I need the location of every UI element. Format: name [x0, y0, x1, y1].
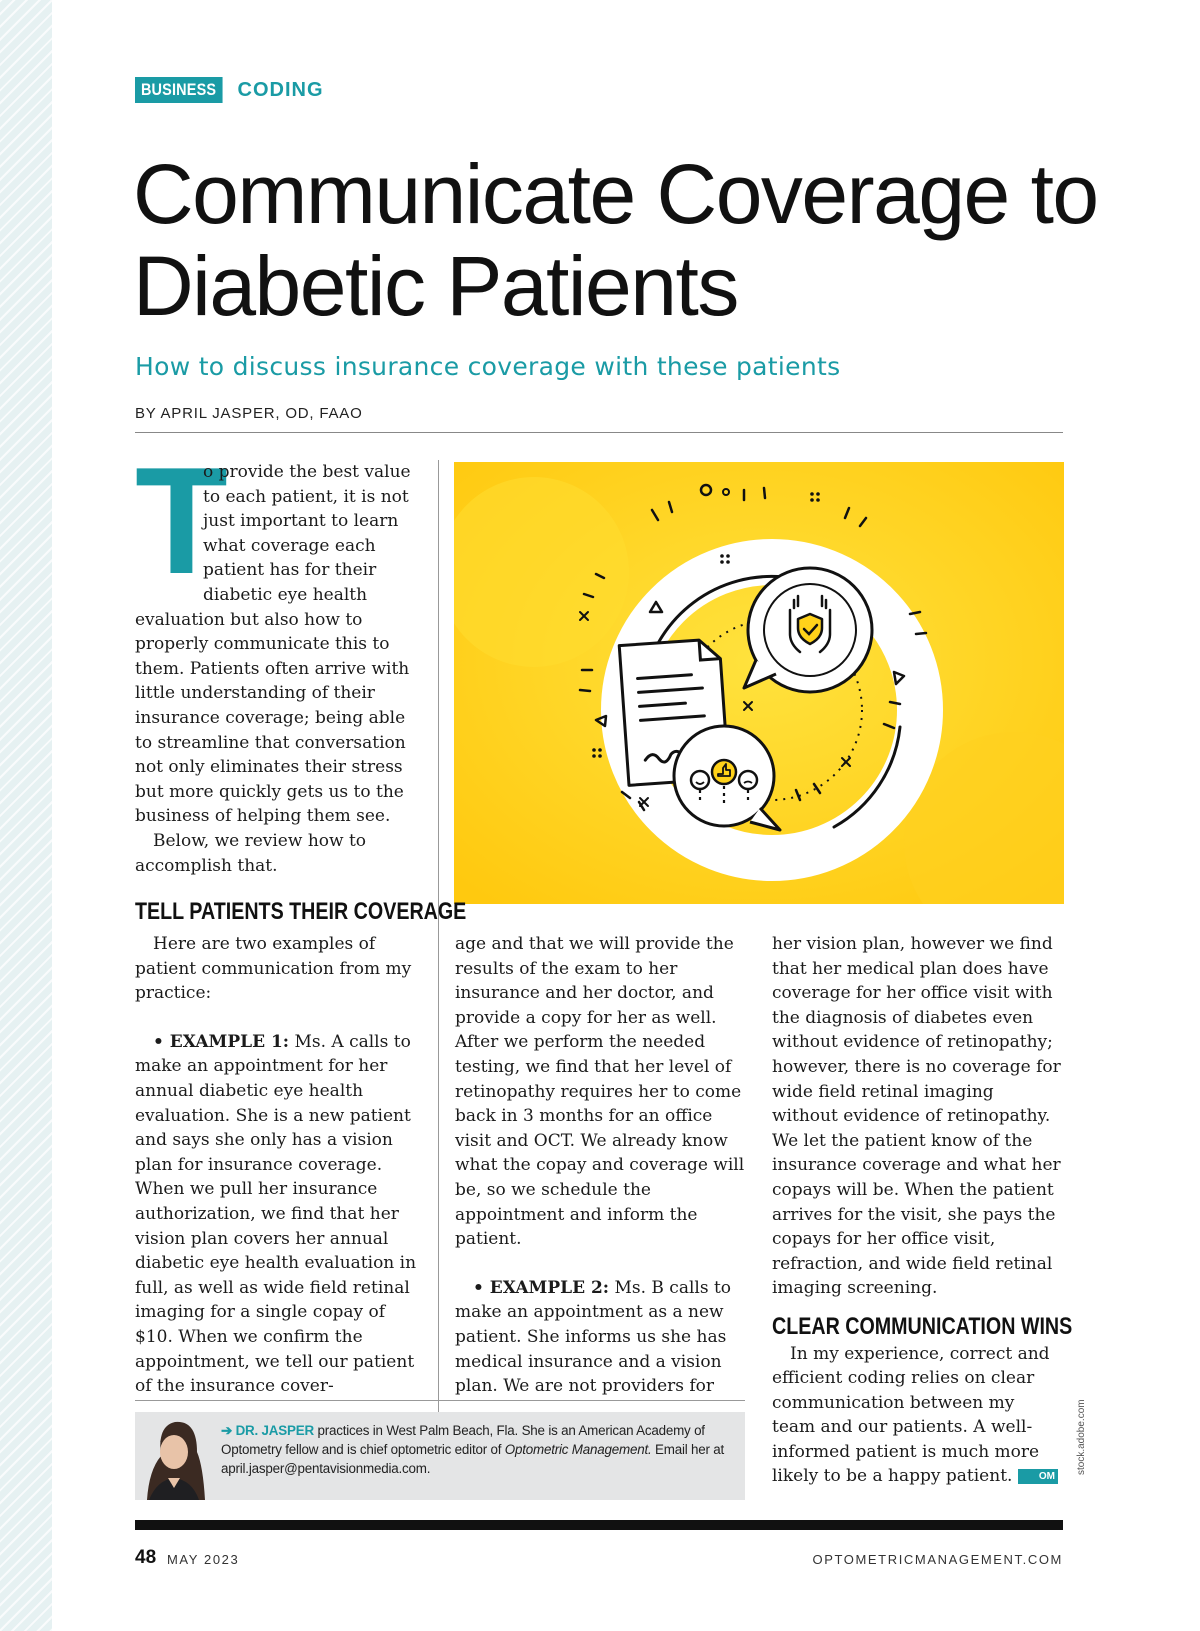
byline-divider	[135, 432, 1063, 433]
bio-author-name: DR. JASPER	[235, 1423, 314, 1438]
section-heading-communication: CLEAR COMMUNICATION WINS	[772, 1312, 1073, 1340]
footer-rule	[135, 1520, 1063, 1530]
decorative-side-stripe	[0, 0, 52, 1631]
bio-description: practices in West Palm Beach, Fla. She is an American Academy of Optometry fellow and is chief optometric editor of	[221, 1423, 705, 1457]
bio-text	[211, 1412, 745, 1478]
column-2	[455, 932, 745, 1399]
bio-contact: Email her at april.jasper@pentavisionmedia.com.	[221, 1442, 725, 1476]
section-tag	[135, 77, 324, 103]
example-2-label: • EXAMPLE 2:	[473, 1277, 610, 1298]
paragraph: her vision plan, however we find that her medical plan does have coverage for her office visit with the diagnosis of diabetes even without evidence of retinopathy; however, there is no coverage for wide field retinal imaging without evidence of retinopathy. We let the patient know of the insurance coverage and what her copays will be. When the patient arrives for the visit, she pays the copays for her office visit, refraction, and wide field retinal imaging screening.	[772, 934, 1061, 1299]
paragraph: age and that we will provide the results of the exam to her insurance and her doctor, and provide a copy for her as well. After we perform the needed testing, we find that her level of retinopathy requires her to come back in 3 months for an office visit and OCT. We already know what the copay and coverage will be, so we schedule the appointment and inform the patient.	[455, 934, 745, 1250]
example-1-label: • EXAMPLE 1:	[153, 1031, 290, 1052]
article-title: Communicate Coverage to Diabetic Patients	[133, 147, 1098, 333]
author-photo	[135, 1412, 211, 1500]
column-divider	[438, 460, 439, 1460]
page-number: 48	[135, 1547, 157, 1568]
bio-publication: Optometric Management.	[504, 1442, 652, 1457]
intro-paragraph: o provide the best value to each patient, it is not just important to learn what coverage each patient has for their diabetic eye health evaluation but also how to properly communicate this to them. Patients often arrive with little understanding of their insurance coverage; being able to streamline that conversation not only eliminates their stress but more quickly gets us to the business of helping them see.	[135, 462, 411, 827]
website: OPTOMETRICMANAGEMENT.COM	[812, 1552, 1063, 1567]
article-subtitle: How to discuss insurance coverage with these patients	[135, 352, 841, 381]
end-mark-badge: OM	[1018, 1469, 1058, 1484]
column-1	[135, 932, 423, 1399]
intro-column	[135, 436, 420, 878]
section-topic: CODING	[237, 78, 324, 101]
closing-paragraph: In my experience, correct and efficient coding relies on clear communication between my team and our patients. A well-informed patient is much more likely to be a happy patient. OM	[772, 1342, 1062, 1490]
image-credit: stock.adobe.com	[1076, 1399, 1087, 1475]
arrow-icon: ➔	[221, 1423, 233, 1438]
byline: BY APRIL JASPER, OD, FAAO	[135, 405, 363, 422]
example-1-paragraph	[135, 1030, 423, 1399]
drop-cap: T	[135, 436, 228, 606]
example-1-text: Ms. A calls to make an appointment for her annual diabetic eye health evaluation. She is a new patient and says she only has a vision plan for insurance coverage. When we pull her insurance authorization, we find that her vision plan covers her annual diabetic eye health evaluation in full, as well as wide field retinal imaging for a single copay of $10. When we confirm the appointment, we tell our patient of the insurance cover-	[135, 1031, 417, 1397]
section-heading-coverage: TELL PATIENTS THEIR COVERAGE	[135, 898, 467, 925]
example-2-paragraph	[455, 1276, 745, 1399]
paragraph: Here are two examples of patient communication from my practice:	[135, 934, 412, 1004]
article-illustration	[454, 462, 1064, 904]
issue-date: MAY 2023	[167, 1552, 240, 1567]
section-category: BUSINESS	[135, 77, 222, 103]
intro-paragraph-2: Below, we review how to accomplish that.	[135, 830, 367, 876]
author-bio	[135, 1412, 745, 1500]
column-3	[772, 932, 1073, 1489]
example-2-text: Ms. B calls to make an appointment as a new patient. She informs us she has medical insurance and a vision plan. We are not providers for	[455, 1277, 732, 1397]
bio-divider	[135, 1400, 745, 1401]
